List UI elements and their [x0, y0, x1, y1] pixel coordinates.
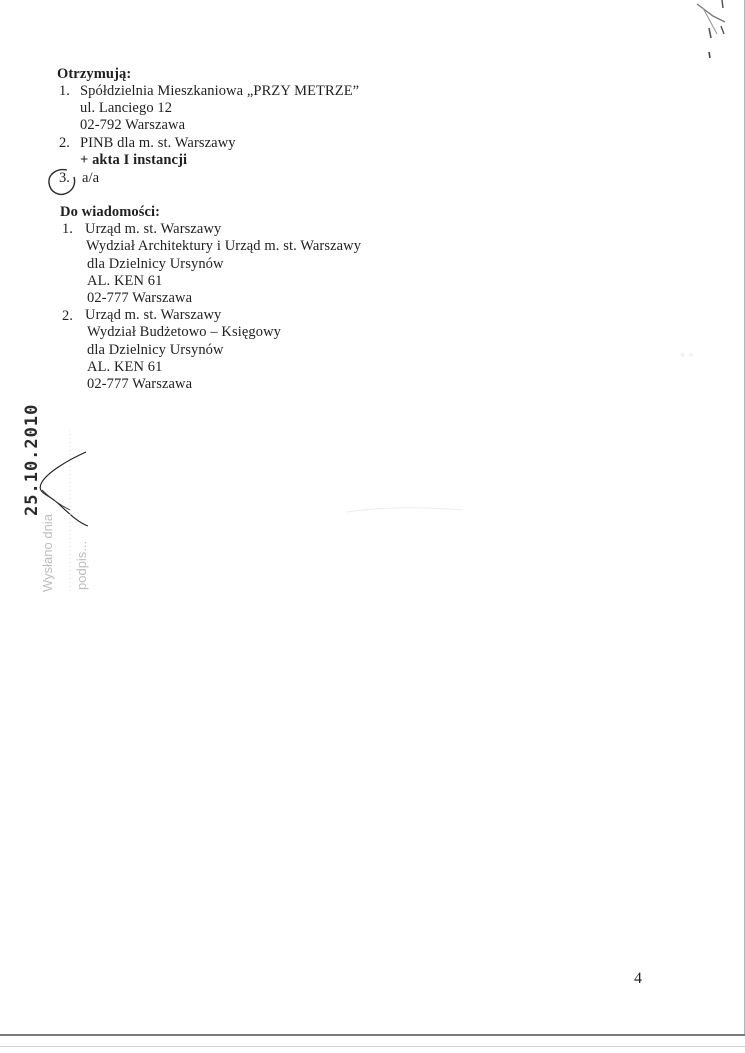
info-number-1: 1.: [62, 221, 73, 237]
recipient-extra-note: + akta I instancji: [80, 152, 188, 168]
info-2-line-3: dla Dzielnicy Ursynów: [87, 342, 224, 358]
info-2-line-4: AL. KEN 61: [87, 359, 163, 375]
stamp-date: 25.10.2010: [22, 403, 42, 516]
page-bottom-margin: [0, 1036, 745, 1053]
recipient-number-2: 2.: [59, 135, 70, 151]
page-bottom-edge: [0, 1034, 745, 1036]
info-1-line-1: Urząd m. st. Warszawy: [85, 221, 222, 237]
info-2-line-1: Urząd m. st. Warszawy: [85, 307, 222, 323]
page-number: 4: [634, 970, 642, 987]
stamp-signature-label: podpis...: [74, 540, 89, 590]
info-1-line-5: 02-777 Warszawa: [87, 290, 193, 306]
info-2-line-5: 02-777 Warszawa: [87, 376, 193, 392]
info-2-line-2: Wydział Budżetowo – Księgowy: [87, 324, 282, 340]
signature-scribble: [18, 430, 108, 595]
dispatch-stamp: [18, 403, 108, 595]
info-heading: Do wiadomości:: [60, 204, 161, 220]
info-1-line-3: dla Dzielnicy Ursynów: [87, 256, 224, 272]
stamp-sent-label: Wysłano dnia: [40, 514, 55, 592]
info-1-line-4: AL. KEN 61: [87, 273, 163, 289]
faint-scan-stroke: [345, 500, 465, 520]
info-1-line-2: Wydział Architektury i Urząd m. st. Warszawy: [86, 238, 362, 254]
recipient-2-line-1: PINB dla m. st. Warszawy: [80, 135, 236, 151]
faint-scan-mark: ◦ ◦: [680, 348, 694, 363]
info-number-2: 2.: [62, 308, 73, 324]
recipient-number-3: 3.: [59, 170, 70, 186]
recipient-1-line-1: Spółdzielnia Mieszkaniowa „PRZY METRZE”: [80, 83, 360, 99]
page-bottom-line: [0, 1046, 745, 1047]
recipient-3-text: a/a: [82, 170, 100, 186]
recipient-1-line-2: ul. Lanciego 12: [80, 100, 173, 116]
recipient-number-1: 1.: [59, 83, 70, 99]
corner-pen-mark: [691, 0, 731, 70]
recipients-heading: Otrzymują:: [57, 66, 132, 82]
recipient-1-line-3: 02-792 Warszawa: [80, 117, 186, 133]
